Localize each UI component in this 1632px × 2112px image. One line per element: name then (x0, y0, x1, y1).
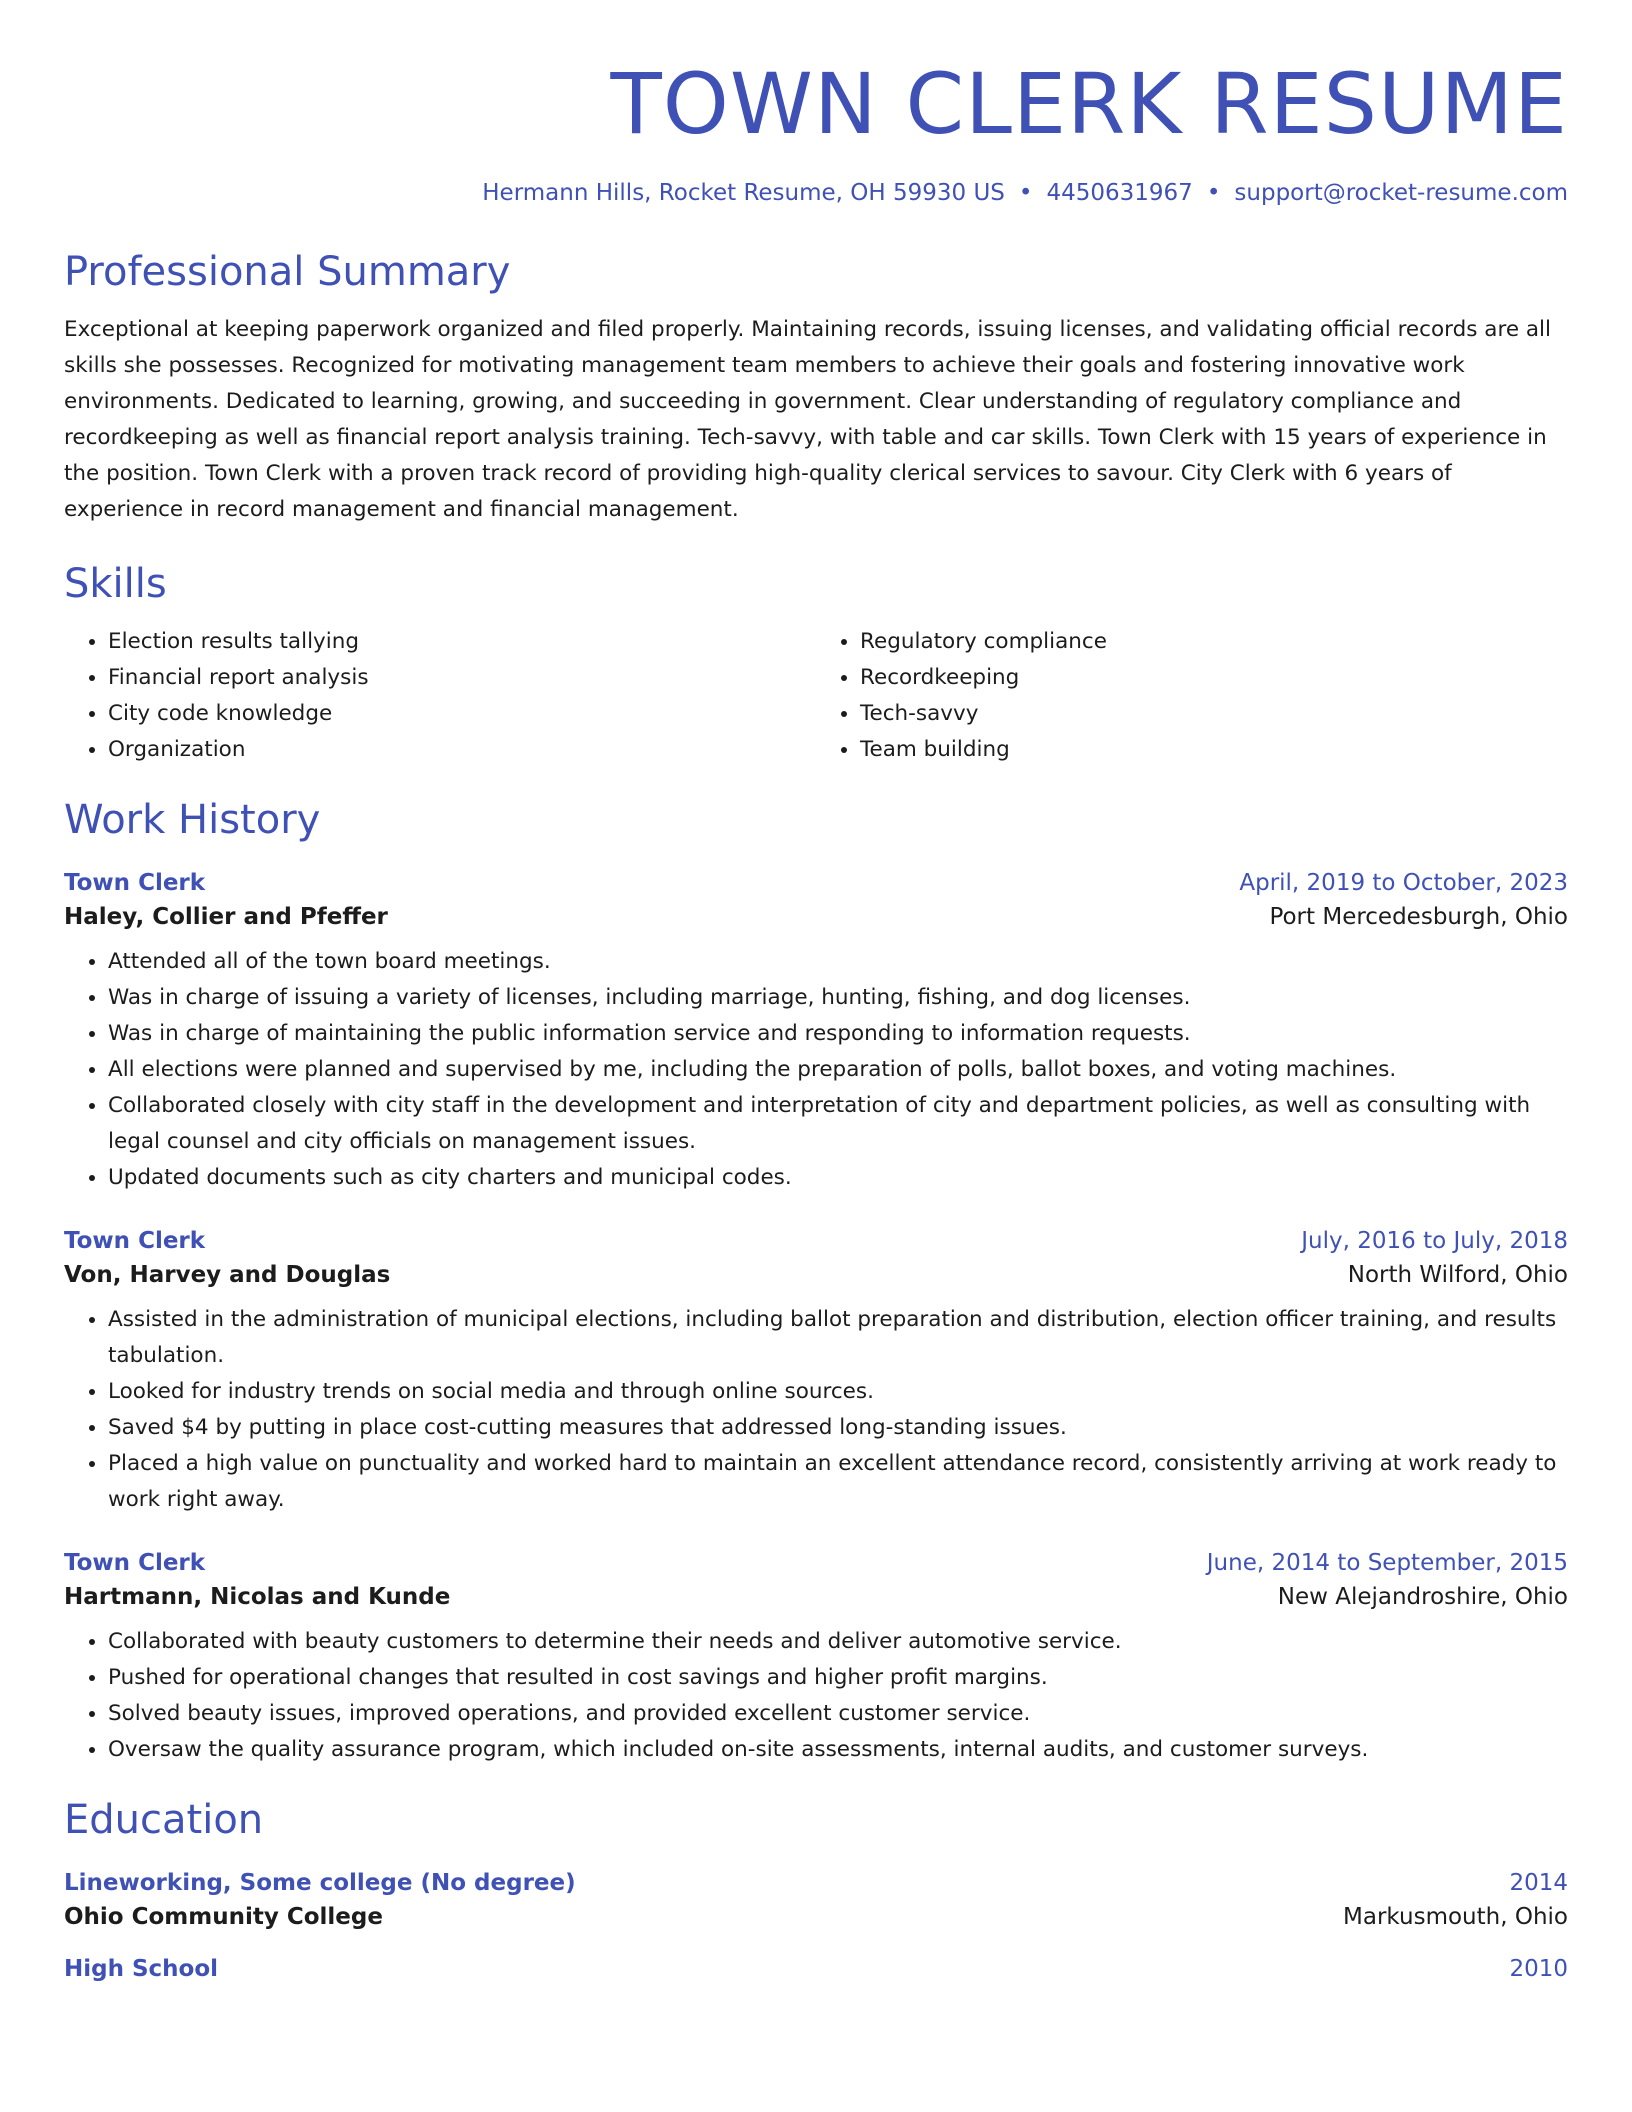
job-dates: June, 2014 to September, 2015 (1206, 1550, 1568, 1576)
job-role: Town Clerk (64, 870, 206, 896)
summary-heading: Professional Summary (64, 249, 511, 295)
job-location: New Alejandroshire, Ohio (1277, 1584, 1568, 1610)
summary-text: Exceptional at keeping paperwork organized and filed properly. Maintaining records, issuing licenses, and validating official records are all skills she possesses. Recognized for motivating management team members to achieve their goals and fostering innovative work environments. Dedicated to learning, growing, and succeeding in government. Clear understanding of regulatory compliance and recordkeeping as well as financial report analysis training. Tech-savvy, with table and car skills. Town Clerk with 15 years of experience in the position. Town Clerk with a proven track record of providing high-quality clerical services to savour. City Clerk with 6 years of experience in record management and financial management. (64, 317, 1552, 522)
contact-separator: • (1206, 180, 1221, 206)
education-school: Ohio Community College (64, 1904, 383, 1930)
job-company: Hartmann, Nicolas and Kunde (64, 1584, 451, 1610)
job-bullet: • Collaborated closely with city staff in the development and interpretation of city and department policies, as well as consulting with legal counsel and city officials on management issues. (108, 1088, 1568, 1160)
skill-item: • Financial report analysis (108, 660, 816, 696)
education-heading: Education (64, 1797, 264, 1843)
job-bullets (64, 1302, 1568, 1518)
contact-separator: • (1018, 180, 1033, 206)
work-history-heading: Work History (64, 797, 321, 843)
job-role: Town Clerk (64, 1228, 206, 1254)
contact-email: support@rocket-resume.com (1234, 180, 1568, 206)
education-year: 2014 (1509, 1870, 1568, 1896)
job-bullet: • Collaborated with beauty customers to determine their needs and deliver automotive service. (108, 1624, 1568, 1660)
job-header (64, 870, 1568, 896)
resume-title: TOWN CLERK RESUME (610, 55, 1568, 153)
education-header (64, 1956, 1568, 1982)
job-bullet: • Pushed for operational changes that resulted in cost savings and higher profit margins. (108, 1660, 1568, 1696)
job-bullets (64, 1624, 1568, 1768)
education-degree: High School (64, 1956, 219, 1982)
job-entry (64, 1550, 1568, 1768)
job-bullet: • Was in charge of maintaining the public information service and responding to information requests. (108, 1016, 1568, 1052)
job-bullet: • Was in charge of issuing a variety of licenses, including marriage, hunting, fishing, and dog licenses. (108, 980, 1568, 1016)
job-bullet: • Updated documents such as city charters and municipal codes. (108, 1160, 1568, 1196)
job-role: Town Clerk (64, 1550, 206, 1576)
job-header (64, 1550, 1568, 1576)
skill-item: • Recordkeeping (860, 660, 1568, 696)
skill-item: • Tech-savvy (860, 696, 1568, 732)
job-header (64, 1228, 1568, 1254)
skills-heading: Skills (64, 561, 167, 607)
skill-item: • Organization (108, 732, 816, 768)
skill-item: • City code knowledge (108, 696, 816, 732)
job-bullet: • All elections were planned and supervised by me, including the preparation of polls, ballot boxes, and voting machines. (108, 1052, 1568, 1088)
skill-item: • Regulatory compliance (860, 624, 1568, 660)
skills-column-left (64, 624, 816, 768)
job-dates: July, 2016 to July, 2018 (1301, 1228, 1568, 1254)
skill-item: • Election results tallying (108, 624, 816, 660)
education-header (64, 1870, 1568, 1896)
job-bullet: • Oversaw the quality assurance program, which included on-site assessments, internal audits, and customer surveys. (108, 1732, 1568, 1768)
job-location: North Wilford, Ohio (1347, 1262, 1568, 1288)
contact-address: Hermann Hills, Rocket Resume, OH 59930 US (482, 180, 1005, 206)
contact-phone: 4450631967 (1046, 180, 1193, 206)
education-degree: Lineworking, Some college (No degree) (64, 1870, 576, 1896)
skill-item: • Team building (860, 732, 1568, 768)
job-subheader (64, 904, 1568, 930)
job-entry (64, 1228, 1568, 1518)
education-year: 2010 (1509, 1956, 1568, 1982)
education-location: Markusmouth, Ohio (1343, 1904, 1568, 1930)
job-bullets (64, 944, 1568, 1196)
job-company: Haley, Collier and Pfeffer (64, 904, 388, 930)
job-bullet: • Placed a high value on punctuality and worked hard to maintain an excellent attendance record, consistently arriving at work ready to work right away. (108, 1446, 1568, 1518)
job-entry (64, 870, 1568, 1196)
job-bullet: • Solved beauty issues, improved operations, and provided excellent customer service. (108, 1696, 1568, 1732)
job-bullet: • Attended all of the town board meetings. (108, 944, 1568, 980)
job-subheader (64, 1584, 1568, 1610)
job-company: Von, Harvey and Douglas (64, 1262, 391, 1288)
job-subheader (64, 1262, 1568, 1288)
job-bullet: • Assisted in the administration of municipal elections, including ballot preparation and distribution, election officer training, and results tabulation. (108, 1302, 1568, 1374)
contact-line (64, 180, 1568, 206)
job-dates: April, 2019 to October, 2023 (1239, 870, 1568, 896)
education-entry (64, 1870, 1568, 1930)
education-entry (64, 1956, 1568, 1982)
job-location: Port Mercedesburgh, Ohio (1269, 904, 1568, 930)
education-subheader (64, 1904, 1568, 1930)
skills-column-right (816, 624, 1568, 768)
job-bullet: • Saved $4 by putting in place cost-cutting measures that addressed long-standing issues. (108, 1410, 1568, 1446)
skills-list (64, 624, 1568, 768)
job-bullet: • Looked for industry trends on social media and through online sources. (108, 1374, 1568, 1410)
